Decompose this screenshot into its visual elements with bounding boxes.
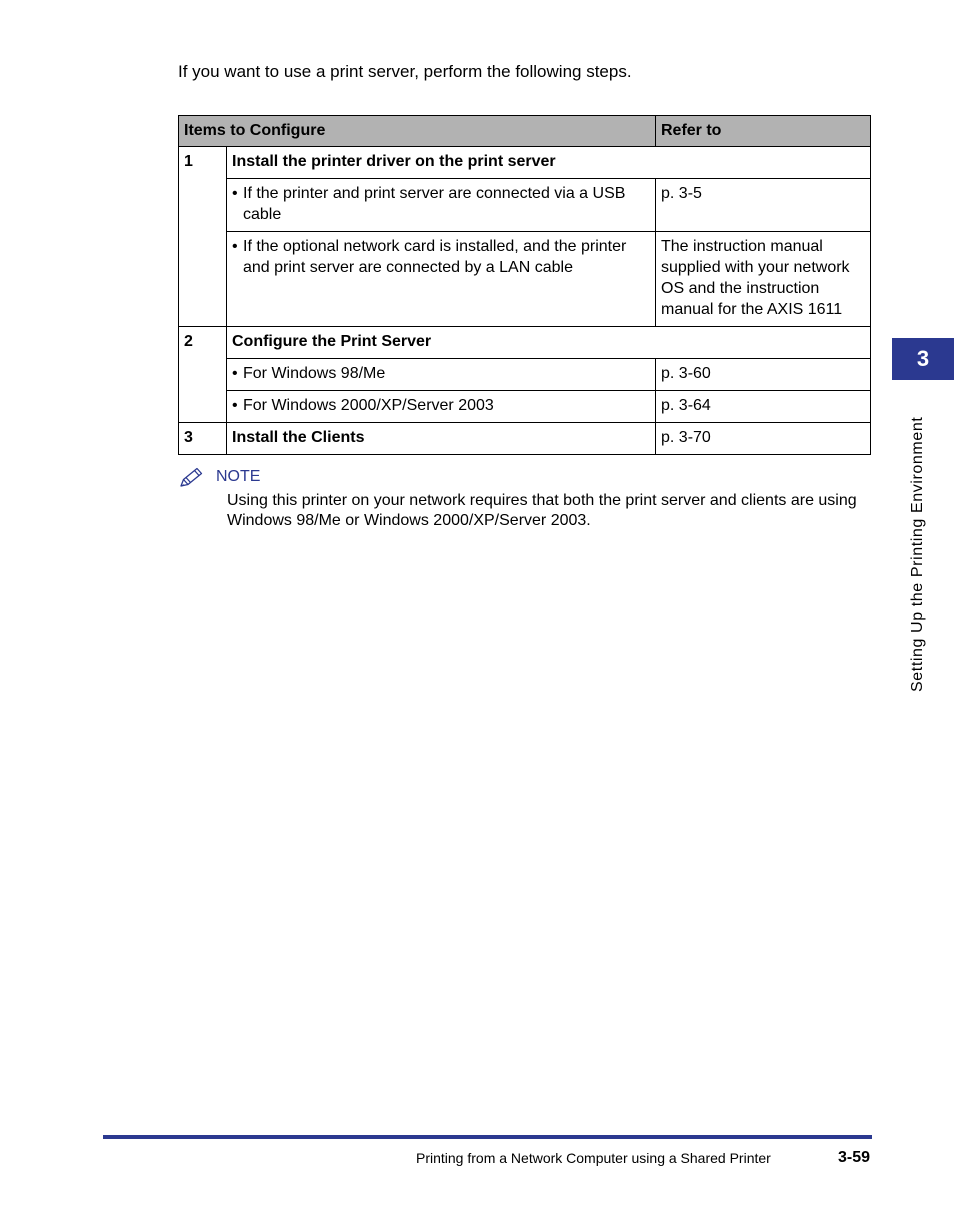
page-number: 3-59 [838,1149,871,1166]
item-cell [227,359,656,391]
header-refer-to: Refer to [656,116,871,147]
header-items-to-configure: Items to Configure [179,116,656,147]
configuration-table [178,115,871,455]
table-row [179,391,871,423]
table-row [179,179,871,232]
table-row [179,232,871,327]
item-text: If the printer and print server are connected via a USB cable [243,185,626,223]
item-ref: p. 3-60 [656,359,871,391]
step-title: Configure the Print Server [227,327,871,359]
step-title: Install the printer driver on the print server [227,147,871,179]
step-title: Install the Clients [227,423,656,455]
item-ref: p. 3-5 [656,179,871,232]
item-text: For Windows 2000/XP/Server 2003 [243,397,494,414]
step-number: 2 [179,327,227,423]
table-header-row [179,116,871,147]
step-number: 1 [179,147,227,327]
table-row [179,327,871,359]
bullet: • [232,238,238,255]
chapter-tab: 3 [892,338,954,380]
footer-title: Printing from a Network Computer using a Shared Printer [416,1150,771,1166]
item-cell [227,179,656,232]
table-row [179,147,871,179]
chapter-title: Setting Up the Printing Environment [909,416,926,692]
note-label: NOTE [216,468,261,485]
item-ref: p. 3-70 [656,423,871,455]
bullet: • [232,365,238,382]
item-ref: The instruction manual supplied with your network OS and the instruction manual for the AXIS 1611 [656,232,871,327]
item-ref: p. 3-64 [656,391,871,423]
step-number: 3 [179,423,227,455]
item-text: For Windows 98/Me [243,365,386,382]
note-text: Using this printer on your network requires that both the print server and clients are using Windows 98/Me or Windows 2000/XP/Server 2003. [227,492,857,529]
table-row [179,423,871,455]
footer-rule [103,1135,872,1139]
table-row [179,359,871,391]
bullet: • [232,185,238,202]
intro-text: If you want to use a print server, perform the following steps. [178,62,632,81]
pencil-icon [179,466,207,488]
item-text: If the optional network card is installed, and the printer and print server are connected by a LAN cable [243,238,627,276]
bullet: • [232,397,238,414]
item-cell [227,232,656,327]
item-cell [227,391,656,423]
